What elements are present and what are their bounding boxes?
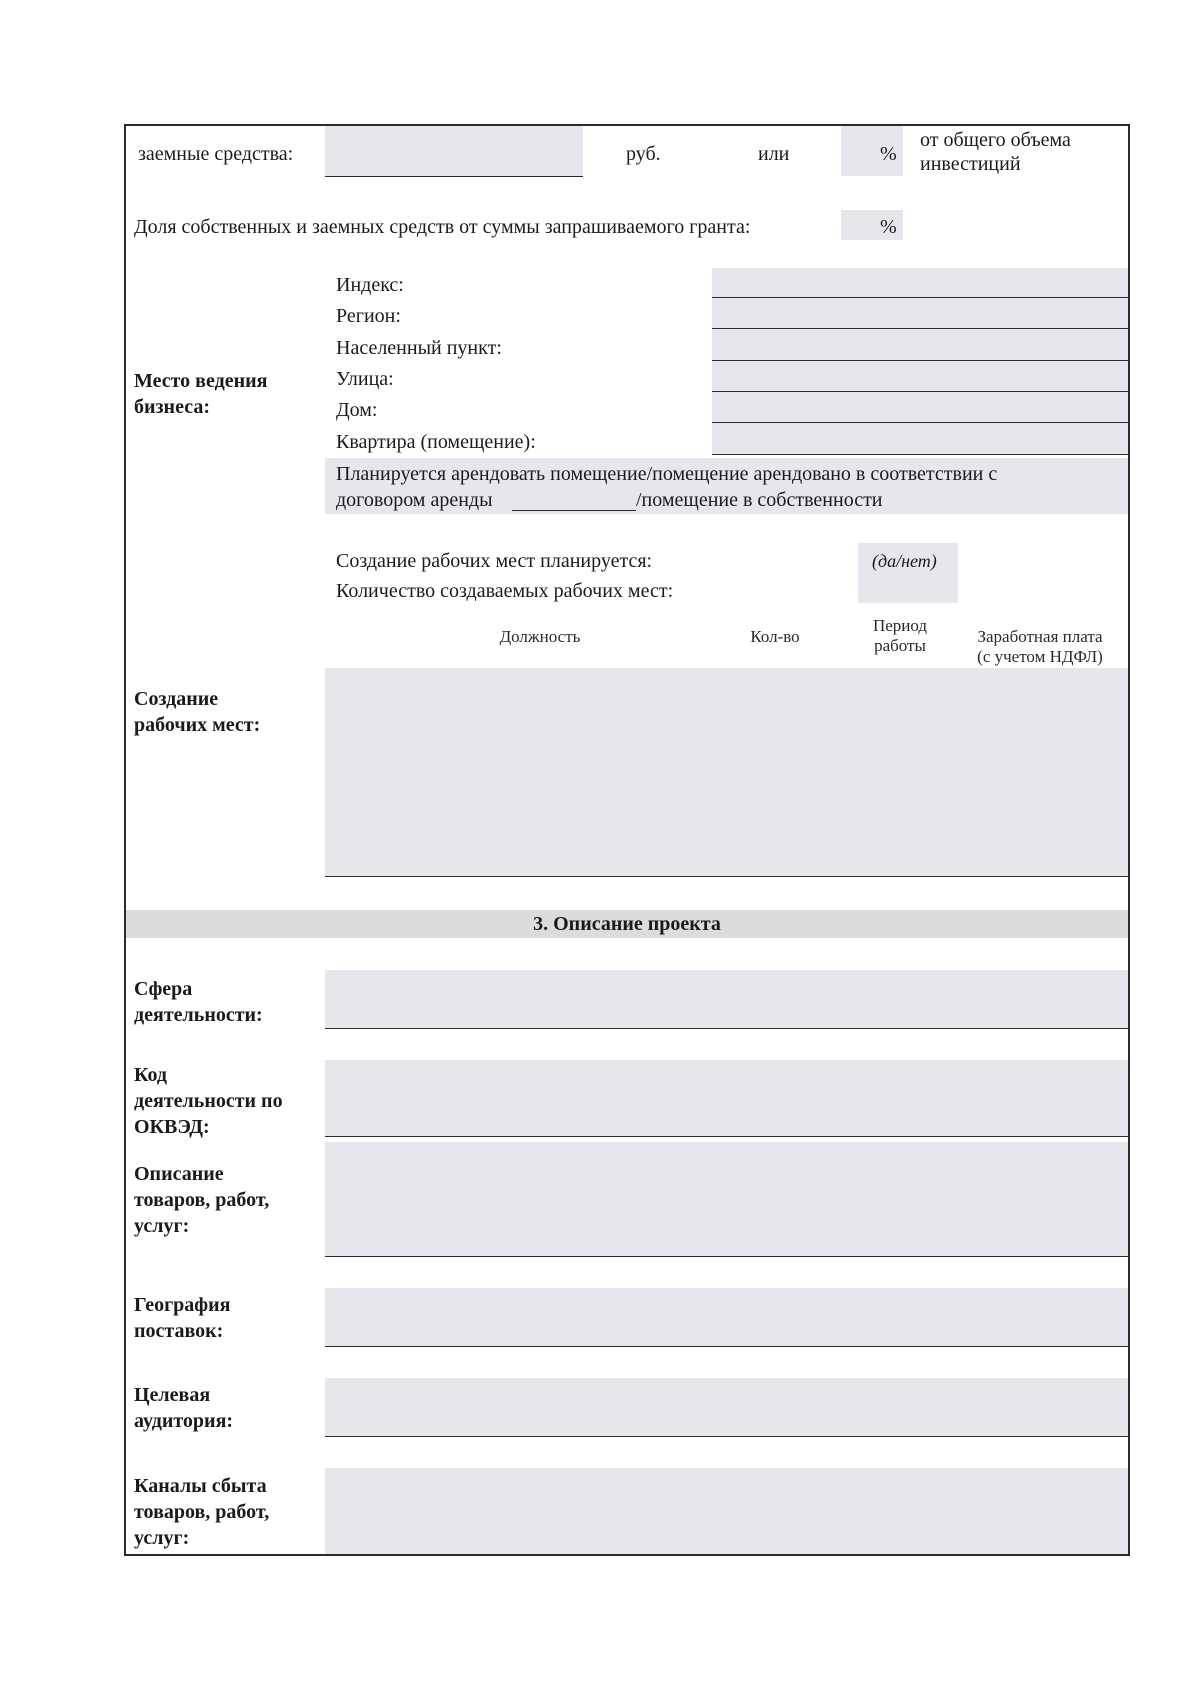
apartment-label: Квартира (помещение): xyxy=(336,431,536,453)
settlement-input[interactable] xyxy=(712,360,1128,361)
activity-sphere-underline xyxy=(325,1028,1128,1029)
yes-no-hint: (да/нет) xyxy=(872,551,937,571)
products-description-underline xyxy=(325,1256,1128,1257)
col-salary: Заработная плата (с учетом НДФЛ) xyxy=(977,627,1103,666)
delivery-geography-underline xyxy=(325,1346,1128,1347)
share-percent-sign: % xyxy=(880,216,897,238)
jobs-table-area[interactable] xyxy=(325,668,1128,876)
percent-sign: % xyxy=(880,143,897,165)
target-audience-input[interactable] xyxy=(325,1378,1128,1436)
share-label: Доля собственных и заемных средств от суммы запрашиваемого гранта: xyxy=(134,216,751,238)
delivery-geography-input[interactable] xyxy=(325,1288,1128,1346)
jobs-count-label: Количество создаваемых рабочих мест: xyxy=(336,580,674,602)
settlement-label: Населенный пункт: xyxy=(336,337,502,359)
index-input[interactable] xyxy=(712,297,1128,298)
or-label: или xyxy=(758,143,790,165)
section-title: 3. Описание проекта xyxy=(533,913,721,935)
place-of-business-label: Место ведения бизнеса: xyxy=(134,370,268,418)
borrowed-funds-underline xyxy=(325,176,583,177)
index-label: Индекс: xyxy=(336,274,404,296)
currency-label: руб. xyxy=(626,143,661,165)
okved-code-underline xyxy=(325,1136,1128,1137)
apartment-input[interactable] xyxy=(712,454,1128,455)
products-description-input[interactable] xyxy=(325,1142,1128,1256)
col-position: Должность xyxy=(499,627,581,646)
sales-channels-input[interactable] xyxy=(325,1468,1128,1554)
okved-code-input[interactable] xyxy=(325,1060,1128,1136)
house-input[interactable] xyxy=(712,422,1128,423)
street-input[interactable] xyxy=(712,391,1128,392)
target-audience-underline xyxy=(325,1436,1128,1437)
lease-line-1: Планируется арендовать помещение/помещение арендовано в соответствии с xyxy=(336,463,998,485)
job-creation-label: Создание рабочих мест: xyxy=(134,688,261,736)
delivery-geography-label: География поставок: xyxy=(134,1294,231,1342)
target-audience-label: Целевая аудитория: xyxy=(134,1384,234,1432)
of-total-label: от общего объема инвестиций xyxy=(920,129,1071,175)
region-input[interactable] xyxy=(712,328,1128,329)
col-quantity: Кол-во xyxy=(750,627,800,646)
activity-sphere-label: Сфера деятельности: xyxy=(134,978,263,1026)
sales-channels-label: Каналы сбыта товаров, работ, услуг: xyxy=(134,1475,270,1549)
jobs-planned-label: Создание рабочих мест планируется: xyxy=(336,550,653,572)
lease-line-2a: договором аренды xyxy=(336,489,493,511)
okved-code-label: Код деятельности по ОКВЭД: xyxy=(134,1064,283,1138)
house-label: Дом: xyxy=(336,399,378,421)
region-label: Регион: xyxy=(336,305,401,327)
street-label: Улица: xyxy=(336,368,394,390)
borrowed-funds-label: заемные средства: xyxy=(138,143,294,165)
jobs-table-underline xyxy=(325,876,1128,877)
borrowed-funds-input[interactable] xyxy=(325,126,583,176)
lease-line-2b: /помещение в собственности xyxy=(636,489,883,511)
col-period: Период работы xyxy=(872,616,928,655)
lease-contract-blank[interactable] xyxy=(512,510,636,511)
activity-sphere-input[interactable] xyxy=(325,970,1128,1028)
address-fill xyxy=(712,268,1128,454)
products-description-label: Описание товаров, работ, услуг: xyxy=(134,1163,270,1237)
